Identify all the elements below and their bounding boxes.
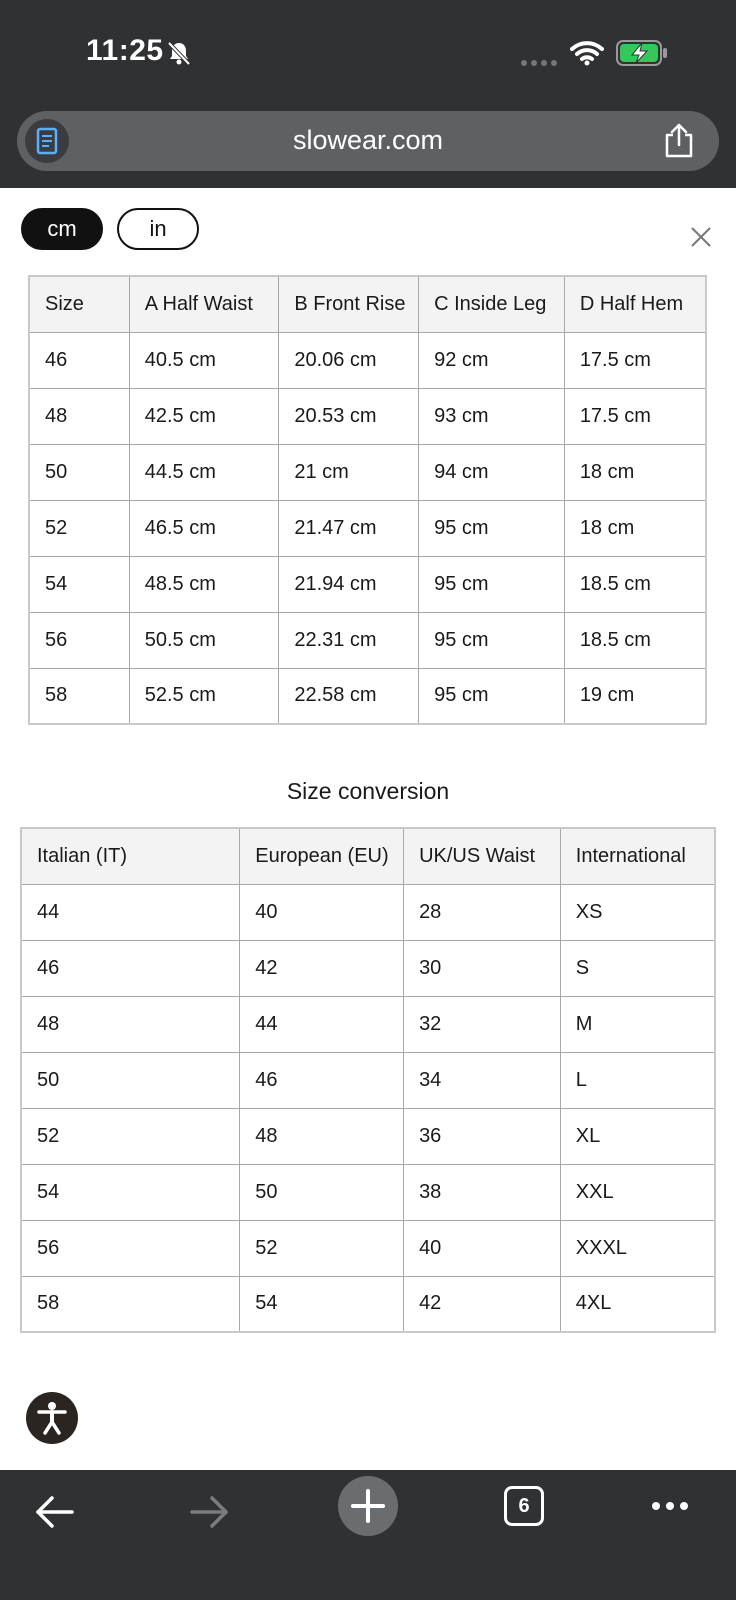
table-cell: 4XL xyxy=(560,1276,715,1332)
table-cell: 48 xyxy=(29,388,129,444)
table-cell: 22.58 cm xyxy=(279,668,419,724)
table-cell: 40.5 cm xyxy=(129,332,279,388)
bell-slash-icon xyxy=(166,40,192,66)
table-row xyxy=(29,668,706,724)
table-cell: 56 xyxy=(21,1220,240,1276)
table-cell: 44.5 cm xyxy=(129,444,279,500)
table-cell: S xyxy=(560,940,715,996)
table-cell: 20.06 cm xyxy=(279,332,419,388)
accessibility-button[interactable] xyxy=(26,1392,78,1444)
table-row xyxy=(21,1108,715,1164)
column-header: UK/US Waist xyxy=(404,828,561,884)
table-header-row xyxy=(29,276,706,332)
column-header: C Inside Leg xyxy=(419,276,565,332)
table-cell: 40 xyxy=(404,1220,561,1276)
table-cell: 48 xyxy=(240,1108,404,1164)
measurements-table xyxy=(28,275,707,725)
url-text[interactable]: slowear.com xyxy=(292,125,444,155)
table-cell: 52.5 cm xyxy=(129,668,279,724)
table-cell: 18.5 cm xyxy=(564,556,706,612)
table-cell: 44 xyxy=(21,884,240,940)
table-cell: 19 cm xyxy=(564,668,706,724)
table-cell: 18 cm xyxy=(564,500,706,556)
table-cell: 50 xyxy=(21,1052,240,1108)
table-cell: 32 xyxy=(404,996,561,1052)
share-icon[interactable] xyxy=(663,123,695,159)
column-header: Italian (IT) xyxy=(21,828,240,884)
column-header: A Half Waist xyxy=(129,276,279,332)
accessibility-icon xyxy=(26,1392,78,1444)
table-header-row xyxy=(21,828,715,884)
table-cell: 44 xyxy=(240,996,404,1052)
table-cell: 50.5 cm xyxy=(129,612,279,668)
table-cell: 46 xyxy=(21,940,240,996)
table-cell: 40 xyxy=(240,884,404,940)
table-row xyxy=(29,612,706,668)
table-cell: 48.5 cm xyxy=(129,556,279,612)
table-cell: 54 xyxy=(240,1276,404,1332)
table-cell: 42 xyxy=(404,1276,561,1332)
back-arrow-icon[interactable] xyxy=(32,1490,76,1534)
table-cell: 52 xyxy=(21,1108,240,1164)
cellular-signal-icon xyxy=(520,59,560,67)
column-header: Size xyxy=(29,276,129,332)
tab-switcher-button[interactable]: 6 xyxy=(504,1486,544,1526)
table-cell: 28 xyxy=(404,884,561,940)
table-cell: 42.5 cm xyxy=(129,388,279,444)
new-tab-button[interactable] xyxy=(338,1476,398,1536)
column-header: D Half Hem xyxy=(564,276,706,332)
column-header: European (EU) xyxy=(240,828,404,884)
wifi-icon xyxy=(570,40,604,66)
table-row xyxy=(21,1276,715,1332)
table-cell: 36 xyxy=(404,1108,561,1164)
table-cell: 54 xyxy=(29,556,129,612)
table-cell: 52 xyxy=(29,500,129,556)
table-cell: 58 xyxy=(21,1276,240,1332)
size-conversion-title: Size conversion xyxy=(286,778,450,804)
table-cell: 94 cm xyxy=(419,444,565,500)
table-row xyxy=(21,1164,715,1220)
table-cell: 46 xyxy=(240,1052,404,1108)
more-options-icon[interactable] xyxy=(650,1498,690,1514)
browser-top-chrome xyxy=(0,0,736,188)
unit-cm-button[interactable]: cm xyxy=(21,208,103,250)
table-cell: 18.5 cm xyxy=(564,612,706,668)
address-bar[interactable] xyxy=(17,111,719,171)
table-cell: 50 xyxy=(29,444,129,500)
size-conversion-table xyxy=(20,827,716,1333)
table-cell: XXXL xyxy=(560,1220,715,1276)
table-row xyxy=(21,1052,715,1108)
table-cell: XS xyxy=(560,884,715,940)
table-cell: 18 cm xyxy=(564,444,706,500)
table-cell: 42 xyxy=(240,940,404,996)
table-cell: 48 xyxy=(21,996,240,1052)
status-time: 11:25 xyxy=(86,34,164,67)
table-cell: 21 cm xyxy=(279,444,419,500)
table-cell: XXL xyxy=(560,1164,715,1220)
battery-charging-icon xyxy=(616,40,668,66)
table-row xyxy=(29,444,706,500)
browser-bottom-toolbar xyxy=(0,1470,736,1600)
table-cell: 95 cm xyxy=(419,668,565,724)
table-row xyxy=(29,556,706,612)
table-cell: 95 cm xyxy=(419,500,565,556)
table-cell: 21.47 cm xyxy=(279,500,419,556)
table-row xyxy=(29,388,706,444)
table-cell: 95 cm xyxy=(419,612,565,668)
table-cell: 46 xyxy=(29,332,129,388)
forward-arrow-icon[interactable] xyxy=(188,1490,232,1534)
table-cell: 95 cm xyxy=(419,556,565,612)
close-icon[interactable] xyxy=(690,226,712,248)
table-cell: 92 cm xyxy=(419,332,565,388)
table-cell: 52 xyxy=(240,1220,404,1276)
table-row xyxy=(21,940,715,996)
table-cell: 54 xyxy=(21,1164,240,1220)
table-cell: 17.5 cm xyxy=(564,388,706,444)
table-cell: 50 xyxy=(240,1164,404,1220)
table-cell: 38 xyxy=(404,1164,561,1220)
table-cell: 22.31 cm xyxy=(279,612,419,668)
column-header: International xyxy=(560,828,715,884)
table-cell: 21.94 cm xyxy=(279,556,419,612)
table-row xyxy=(29,332,706,388)
table-cell: 46.5 cm xyxy=(129,500,279,556)
column-header: B Front Rise xyxy=(279,276,419,332)
table-row xyxy=(29,500,706,556)
table-cell: 17.5 cm xyxy=(564,332,706,388)
table-row xyxy=(21,1220,715,1276)
table-cell: XL xyxy=(560,1108,715,1164)
table-cell: 58 xyxy=(29,668,129,724)
plus-icon xyxy=(338,1476,398,1536)
table-row xyxy=(21,996,715,1052)
table-cell: 20.53 cm xyxy=(279,388,419,444)
table-row xyxy=(21,884,715,940)
table-cell: 34 xyxy=(404,1052,561,1108)
table-cell: 30 xyxy=(404,940,561,996)
table-cell: 93 cm xyxy=(419,388,565,444)
table-cell: M xyxy=(560,996,715,1052)
table-cell: L xyxy=(560,1052,715,1108)
unit-in-button[interactable]: in xyxy=(117,208,199,250)
table-cell: 56 xyxy=(29,612,129,668)
